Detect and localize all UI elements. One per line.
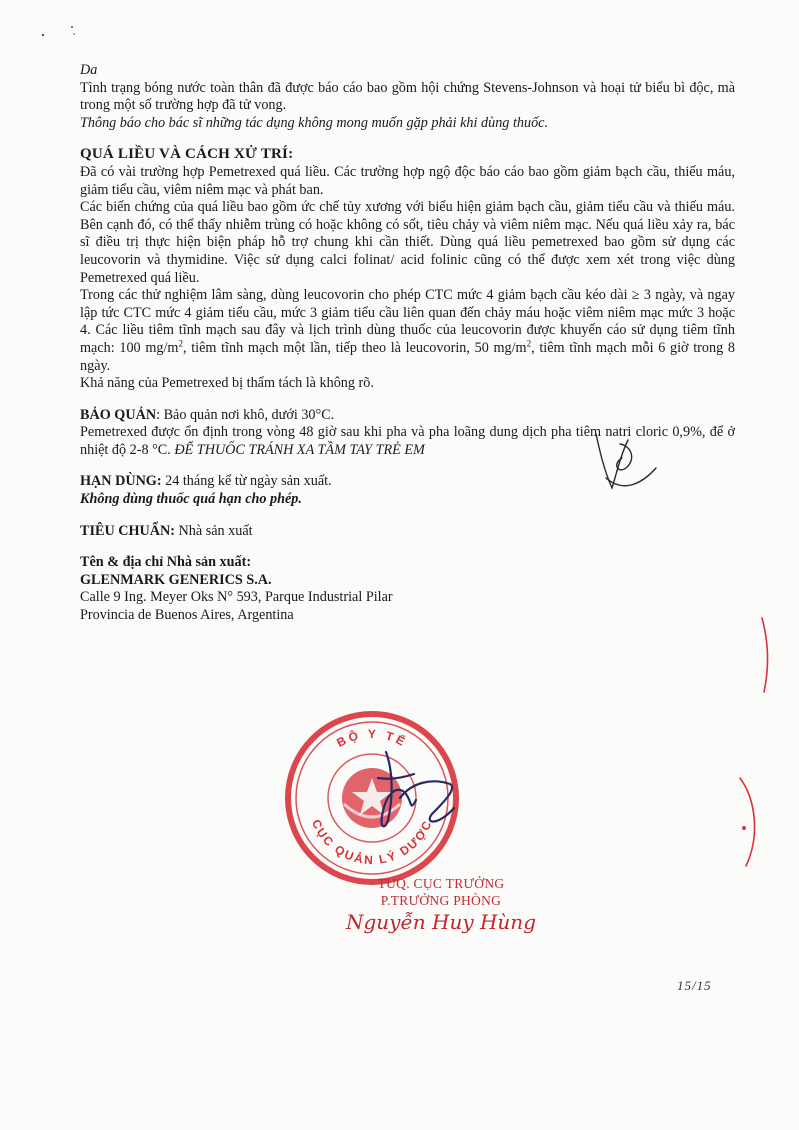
overdose-p3-part-c: , tiêm tĩnh mạch mỗi 6 giờ trong 8 ngày. <box>80 339 735 374</box>
official-stamp <box>282 708 462 888</box>
edge-stamp-marks <box>740 618 768 866</box>
manufacturer-label: Tên & địa chỉ Nhà sản xuất: <box>80 554 252 571</box>
overdose-heading: QUÁ LIỀU VÀ CÁCH XỬ TRÍ: <box>80 146 294 163</box>
overdose-p3-part-a: Trong các thử nghiệm lâm sàng, dùng leucovorin cho phép CTC mức 4 giảm bạch cầu kéo dài ≥ 3 ngày, và ngay lập tức CTC mức 4 giảm tiểu cầu, mức 3 giảm tiểu cầu liên quan đến chảy máu hoặc viêm niêm mạc mức 3 hoặc 4. Các liều tiêm tĩnh mạch sau đây và lịch trình dùng thuốc của leucovorin được khuyến cáo sử dụng tiêm tĩnh mạch: 100 mg/m <box>80 287 735 356</box>
expiry-line <box>80 473 735 491</box>
manufacturer-address-2: Provincia de Buenos Aires, Argentina <box>80 607 294 624</box>
expiry-label: HẠN DÙNG: <box>80 473 162 490</box>
notify-doctor-note: Thông báo cho bác sĩ những tác dụng không mong muốn gặp phải khi dùng thuốc. <box>80 114 549 131</box>
document-body <box>80 62 735 625</box>
storage-stability <box>80 424 735 459</box>
signer-position: P.TRƯỞNG PHÒNG <box>380 892 502 908</box>
signature-block <box>326 876 556 935</box>
storage-text: : Bảo quản nơi khô, dưới 30°C. <box>156 406 335 423</box>
overdose-paragraph-2: Các biến chứng của quá liều bao gồm ức chế tủy xương với biểu hiện giảm bạch cầu, giảm tiểu cầu và thiếu máu. Bên cạnh đó, có thể thấy nhiễm trùng có hoặc không có sốt, tiêu chảy và viêm niêm mạc. Nếu quá liều xảy ra, bác sĩ điều trị thực hiện biện pháp hỗ trợ chung khi cần thiết. Dùng quá liều pemetrexed bao gồm sử dụng các leucovorin và thymidine. Việc sử dụng calci folinat/ acid folinic cũng có thể được xem xét trong việc dùng Pemetrexed quá liều. <box>80 199 735 286</box>
manufacturer-address-1: Calle 9 Ing. Meyer Oks N° 593, Parque Industrial Pilar <box>80 589 393 606</box>
stamp-bottom-text: CỤC QUẢN LÝ DƯỢC <box>308 817 436 868</box>
standard-text: Nhà sản xuất <box>174 522 253 539</box>
child-warning: ĐỂ THUỐC TRÁNH XA TẦM TAY TRẺ EM <box>174 441 425 458</box>
signer-title: TUQ. CỤC TRƯỞNG <box>377 876 505 891</box>
expiry-note: Không dùng thuốc quá hạn cho phép. <box>80 491 302 508</box>
overdose-paragraph-1: Đã có vài trường hợp Pemetrexed quá liều. Các trường hợp ngộ độc báo cáo bao gồm giảm bạch cầu, thiếu máu, giảm tiểu cầu, viêm niêm mạc và phát ban. <box>80 163 735 198</box>
storage-stability-text: Pemetrexed được ổn định trong vòng 48 giờ sau khi pha và pha loãng dung dịch pha tiêm natri cloric 0,9%, để ở nhiệt độ 2-8 °C. <box>80 424 735 458</box>
skin-reaction-text: Tình trạng bóng nước toàn thân đã được báo cáo bao gồm hội chứng Stevens-Johnson và hoại tử biểu bì độc, mà trong một số trường hợp đã tử vong. <box>80 79 735 114</box>
unit-superscript: 2 <box>178 338 183 349</box>
signer-name: Nguyễn Huy Hùng <box>345 910 536 934</box>
manufacturer-name: GLENMARK GENERICS S.A. <box>80 571 272 588</box>
stamp-top-text: BỘ Y TẾ <box>334 726 410 750</box>
stamp-emblem <box>342 768 402 828</box>
scan-specks <box>42 26 75 36</box>
overdose-p3-part-b: , tiêm tĩnh mạch một lần, tiếp theo là leucovorin, 50 mg/m <box>182 339 527 356</box>
top-fragment: Da <box>80 62 98 78</box>
unit-superscript: 2 <box>526 338 532 349</box>
standard-label: TIÊU CHUẨN: <box>80 522 175 539</box>
storage-line <box>80 407 735 425</box>
expiry-text: 24 tháng kể từ ngày sản xuất. <box>161 473 332 490</box>
overdose-paragraph-4: Khả năng của Pemetrexed bị thẩm tách là không rõ. <box>80 375 374 392</box>
standard-line <box>80 523 735 541</box>
storage-label: BẢO QUẢN <box>80 406 157 423</box>
overdose-paragraph-3 <box>80 287 735 375</box>
page-number: 15/15 <box>677 978 712 993</box>
